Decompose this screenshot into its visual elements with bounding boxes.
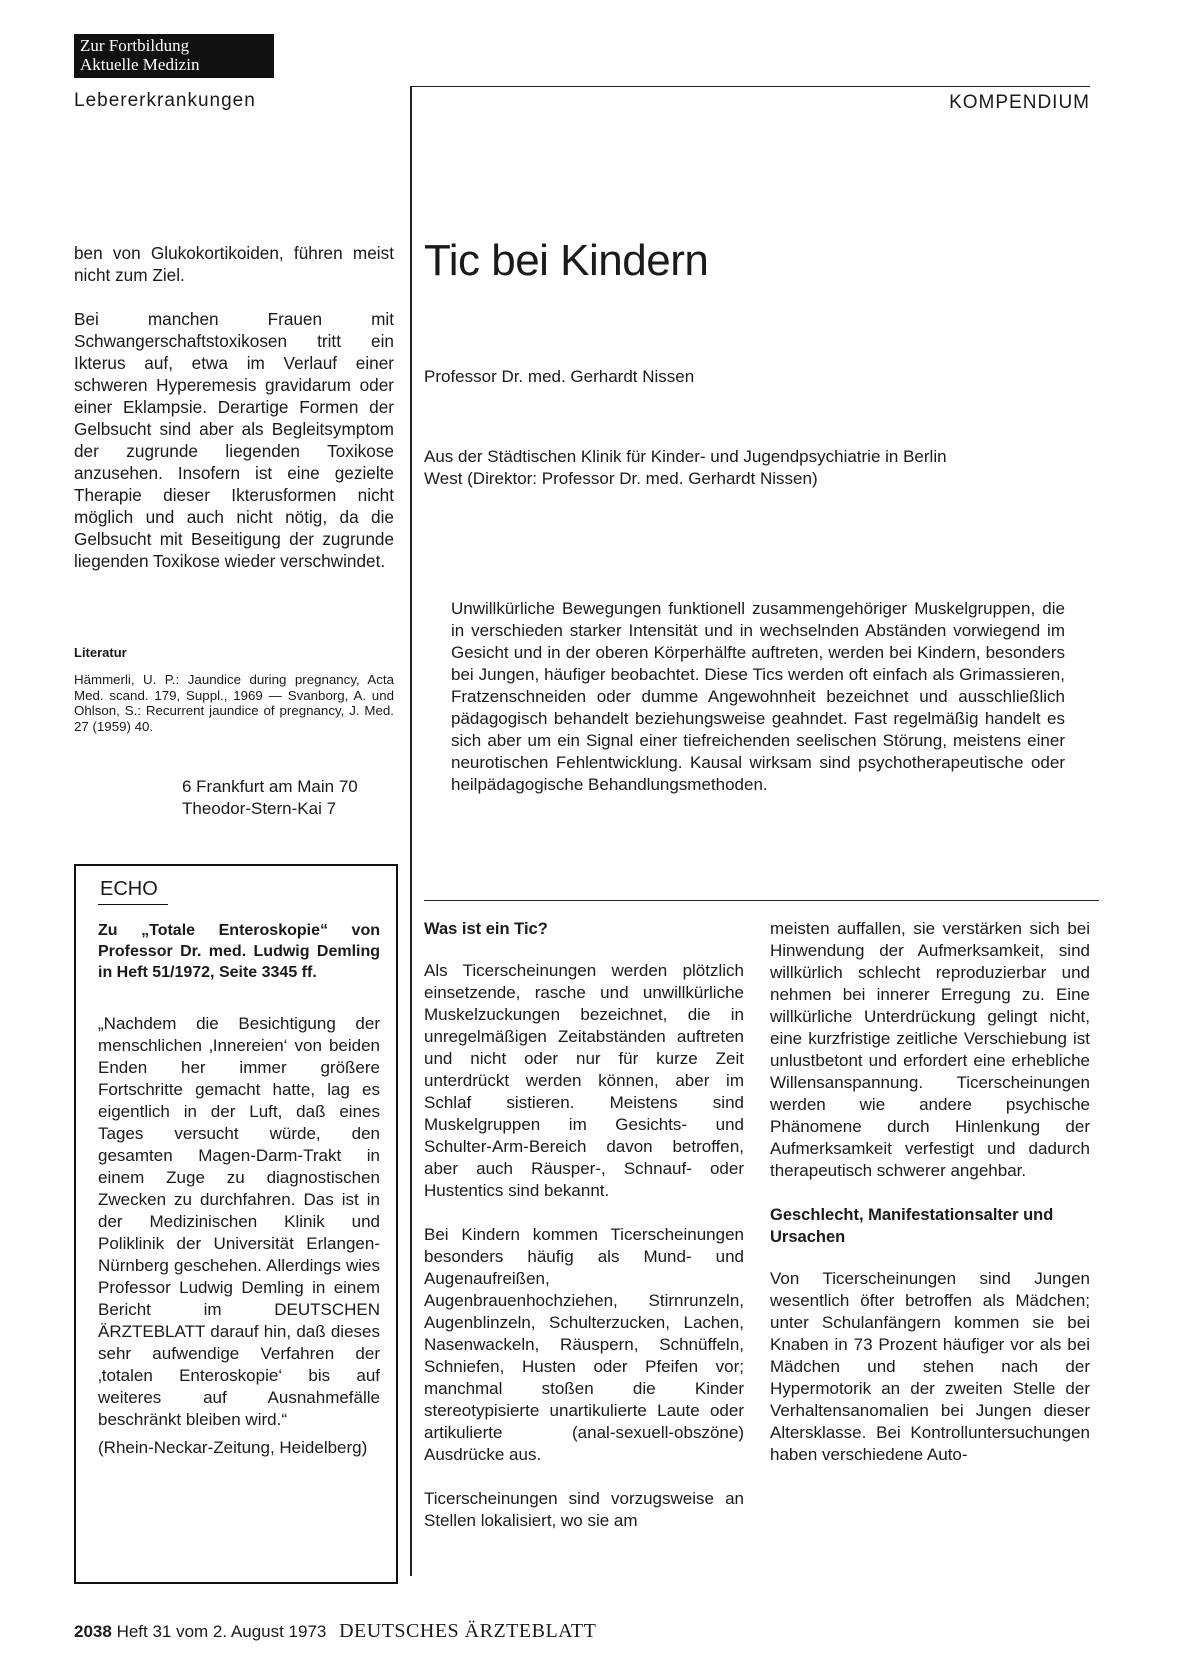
paragraph: Von Ticerscheinungen sind Jungen wesentlich öfter betroffen als Mädchen; unter Schulanfängern kommen sie bei Knaben in 73 Prozent häufiger vor als bei Mädchen und stehen nach der Hypermotorik an der zweiten Stelle der Verhaltensanomalien bei Jungen dieser Altersklasse. Bei Kontrolluntersuchungen haben verschiedene Auto-	[770, 1269, 1090, 1464]
section-title: Lebererkrankungen	[74, 90, 256, 111]
author-address	[182, 776, 358, 820]
article-title: Tic bei Kindern	[424, 236, 709, 285]
page-footer	[74, 1620, 596, 1643]
echo-body	[98, 1013, 380, 1465]
article-author: Professor Dr. med. Gerhardt Nissen	[424, 367, 695, 386]
section-heading: Was ist ein Tic?	[424, 920, 548, 938]
section-heading: Geschlecht, Manifestationsalter und Ursachen	[770, 1206, 1054, 1246]
address-line: 6 Frankfurt am Main 70	[182, 777, 358, 796]
journal-name: DEUTSCHES ÄRZTEBLATT	[339, 1620, 597, 1642]
left-column-text	[74, 242, 394, 594]
category-badge	[74, 34, 274, 78]
abstract-divider	[424, 900, 1099, 901]
paragraph: Bei manchen Frauen mit Schwangerschaftstoxikosen tritt ein Ikterus auf, etwa im Verlauf einer schweren Hyperemesis gravidarum oder einer Eklampsie. Derartige Formen der Gelbsucht sind aber als Begleitsymptom der zugrunde liegenden Toxikose anzusehen. Insofern ist eine gezielte Therapie dieser Ikterusformen nicht möglich und auch nicht nötig, da die Gelbsucht mit Beseitigung der zugrunde liegenden Toxikose wieder verschwindet.	[74, 309, 394, 571]
article-column-1	[424, 918, 744, 1554]
issue-info: Heft 31 vom 2. August 1973	[116, 1622, 327, 1641]
echo-label: ECHO	[100, 878, 158, 900]
badge-line-2: Aktuelle Medizin	[80, 55, 200, 74]
article-abstract: Unwillkürliche Bewegungen funktionell zusammengehöriger Muskelgruppen, die in verschieden starker Intensität und in wechselnden Abständen vorwiegend im Gesicht und in der oberen Körperhälfte auftreten, werden bei Kindern, besonders bei Jungen, häufiger beobachtet. Diese Tics werden oft einfach als Grimassieren, Fratzenschneiden oder dumme Angewohnheit bezeichnet und ausschließlich pädagogisch behandelt beziehungsweise geahndet. Fast regelmäßig handelt es sich aber um ein Signal einer tiefreichenden seelischen Störung, meistens einer neurotischen Fehlentwicklung. Kausal wirksam sind psychotherapeutische oder heilpädagogische Behandlungsmethoden.	[451, 599, 1065, 794]
article-column-2	[770, 918, 1090, 1488]
paragraph: Als Ticerscheinungen werden plötzlich einsetzende, rasche und unwillkürliche Muskelzuckungen bezeichnet, die in unregelmäßigen Zeitabständen auftreten und nicht oder nur für kurze Zeit unterdrückt werden können, aber im Schlaf sistieren. Meistens sind Muskelgruppen im Gesichts- und Schulter-Arm-Bereich davon betroffen, aber auch Räusper-, Schnauf- oder Hustentics sind bekannt.	[424, 961, 744, 1200]
address-line: Theodor-Stern-Kai 7	[182, 799, 337, 818]
top-rule	[410, 86, 1090, 87]
paragraph: ben von Glukokortikoiden, führen meist nicht zum Ziel.	[74, 243, 394, 285]
paragraph: Ticerscheinungen sind vorzugsweise an Stellen lokalisiert, wo sie am	[424, 1489, 744, 1530]
article-affiliation: Aus der Städtischen Klinik für Kinder- und Jugendpsychiatrie in Berlin West (Direktor: Professor Dr. med. Gerhardt Nissen)	[424, 447, 947, 488]
literature-list: Hämmerli, U. P.: Jaundice during pregnancy, Acta Med. scand. 179, Suppl., 1969 — Svanborg, A. und Ohlson, S.: Recurrent jaundice of pregnancy, J. Med. 27 (1959) 40.	[74, 672, 394, 734]
echo-source: (Rhein-Neckar-Zeitung, Heidelberg)	[98, 1438, 368, 1457]
page-number: 2038	[74, 1622, 112, 1641]
category-label: KOMPENDIUM	[949, 92, 1090, 113]
paragraph: meisten auffallen, sie verstärken sich bei Hinwendung der Aufmerksamkeit, sind willkürlich schlecht reproduzierbar und nehmen bei innerer Erregung zu. Eine willkürliche Unterdrückung gelingt nicht, eine kurzfristige zeitliche Verschiebung ist unlustbetont und erfordert eine erhebliche Willensanspannung. Ticerscheinungen werden wie andere psychische Phänomene durch Hinlenkung der Aufmerksamkeit verfestigt und dadurch therapeutisch schwerer angehbar.	[770, 919, 1090, 1180]
echo-underline	[98, 904, 168, 905]
literature-heading: Literatur	[74, 645, 127, 660]
paragraph: Bei Kindern kommen Ticerscheinungen besonders häufig als Mund- und Augenaufreißen, Augenbrauenhochziehen, Stirnrunzeln, Augenblinzeln, Schulterzucken, Lachen, Nasenwackeln, Räuspern, Schnüffeln, Schniefen, Husten oder Pfeifen vor; manchmal stoßen die Kinder stereotypisierte unartikulierte Laute oder artikulierte (anal-sexuell-obszöne) Ausdrücke aus.	[424, 1225, 744, 1464]
badge-line-1: Zur Fortbildung	[80, 36, 190, 55]
echo-heading: Zu „Totale Enteroskopie“ von Professor Dr. med. Ludwig Demling in Heft 51/1972, Seite 3345 ff.	[98, 922, 380, 981]
echo-quote: „Nachdem die Besichtigung der menschlichen ‚Innereien‘ von beiden Enden her immer größere Fortschritte gemacht hatte, lag es eigentlich in der Luft, daß eines Tages versucht würde, den gesamten Magen-Darm-Trakt in einem Zuge zu diagnostischen Zwecken zu durchfahren. Das ist in der Medizinischen Klinik und Poliklinik der Universität Erlangen-Nürnberg geschehen. Allerdings wies Professor Ludwig Demling in einem Bericht im DEUTSCHEN ÄRZTEBLATT darauf hin, daß dieses sehr aufwendige Verfahren der ‚totalen Enteroskopie‘ bis auf weiteres auf Ausnahmefälle beschränkt bleiben wird.“	[98, 1014, 380, 1429]
column-divider	[410, 86, 412, 1576]
